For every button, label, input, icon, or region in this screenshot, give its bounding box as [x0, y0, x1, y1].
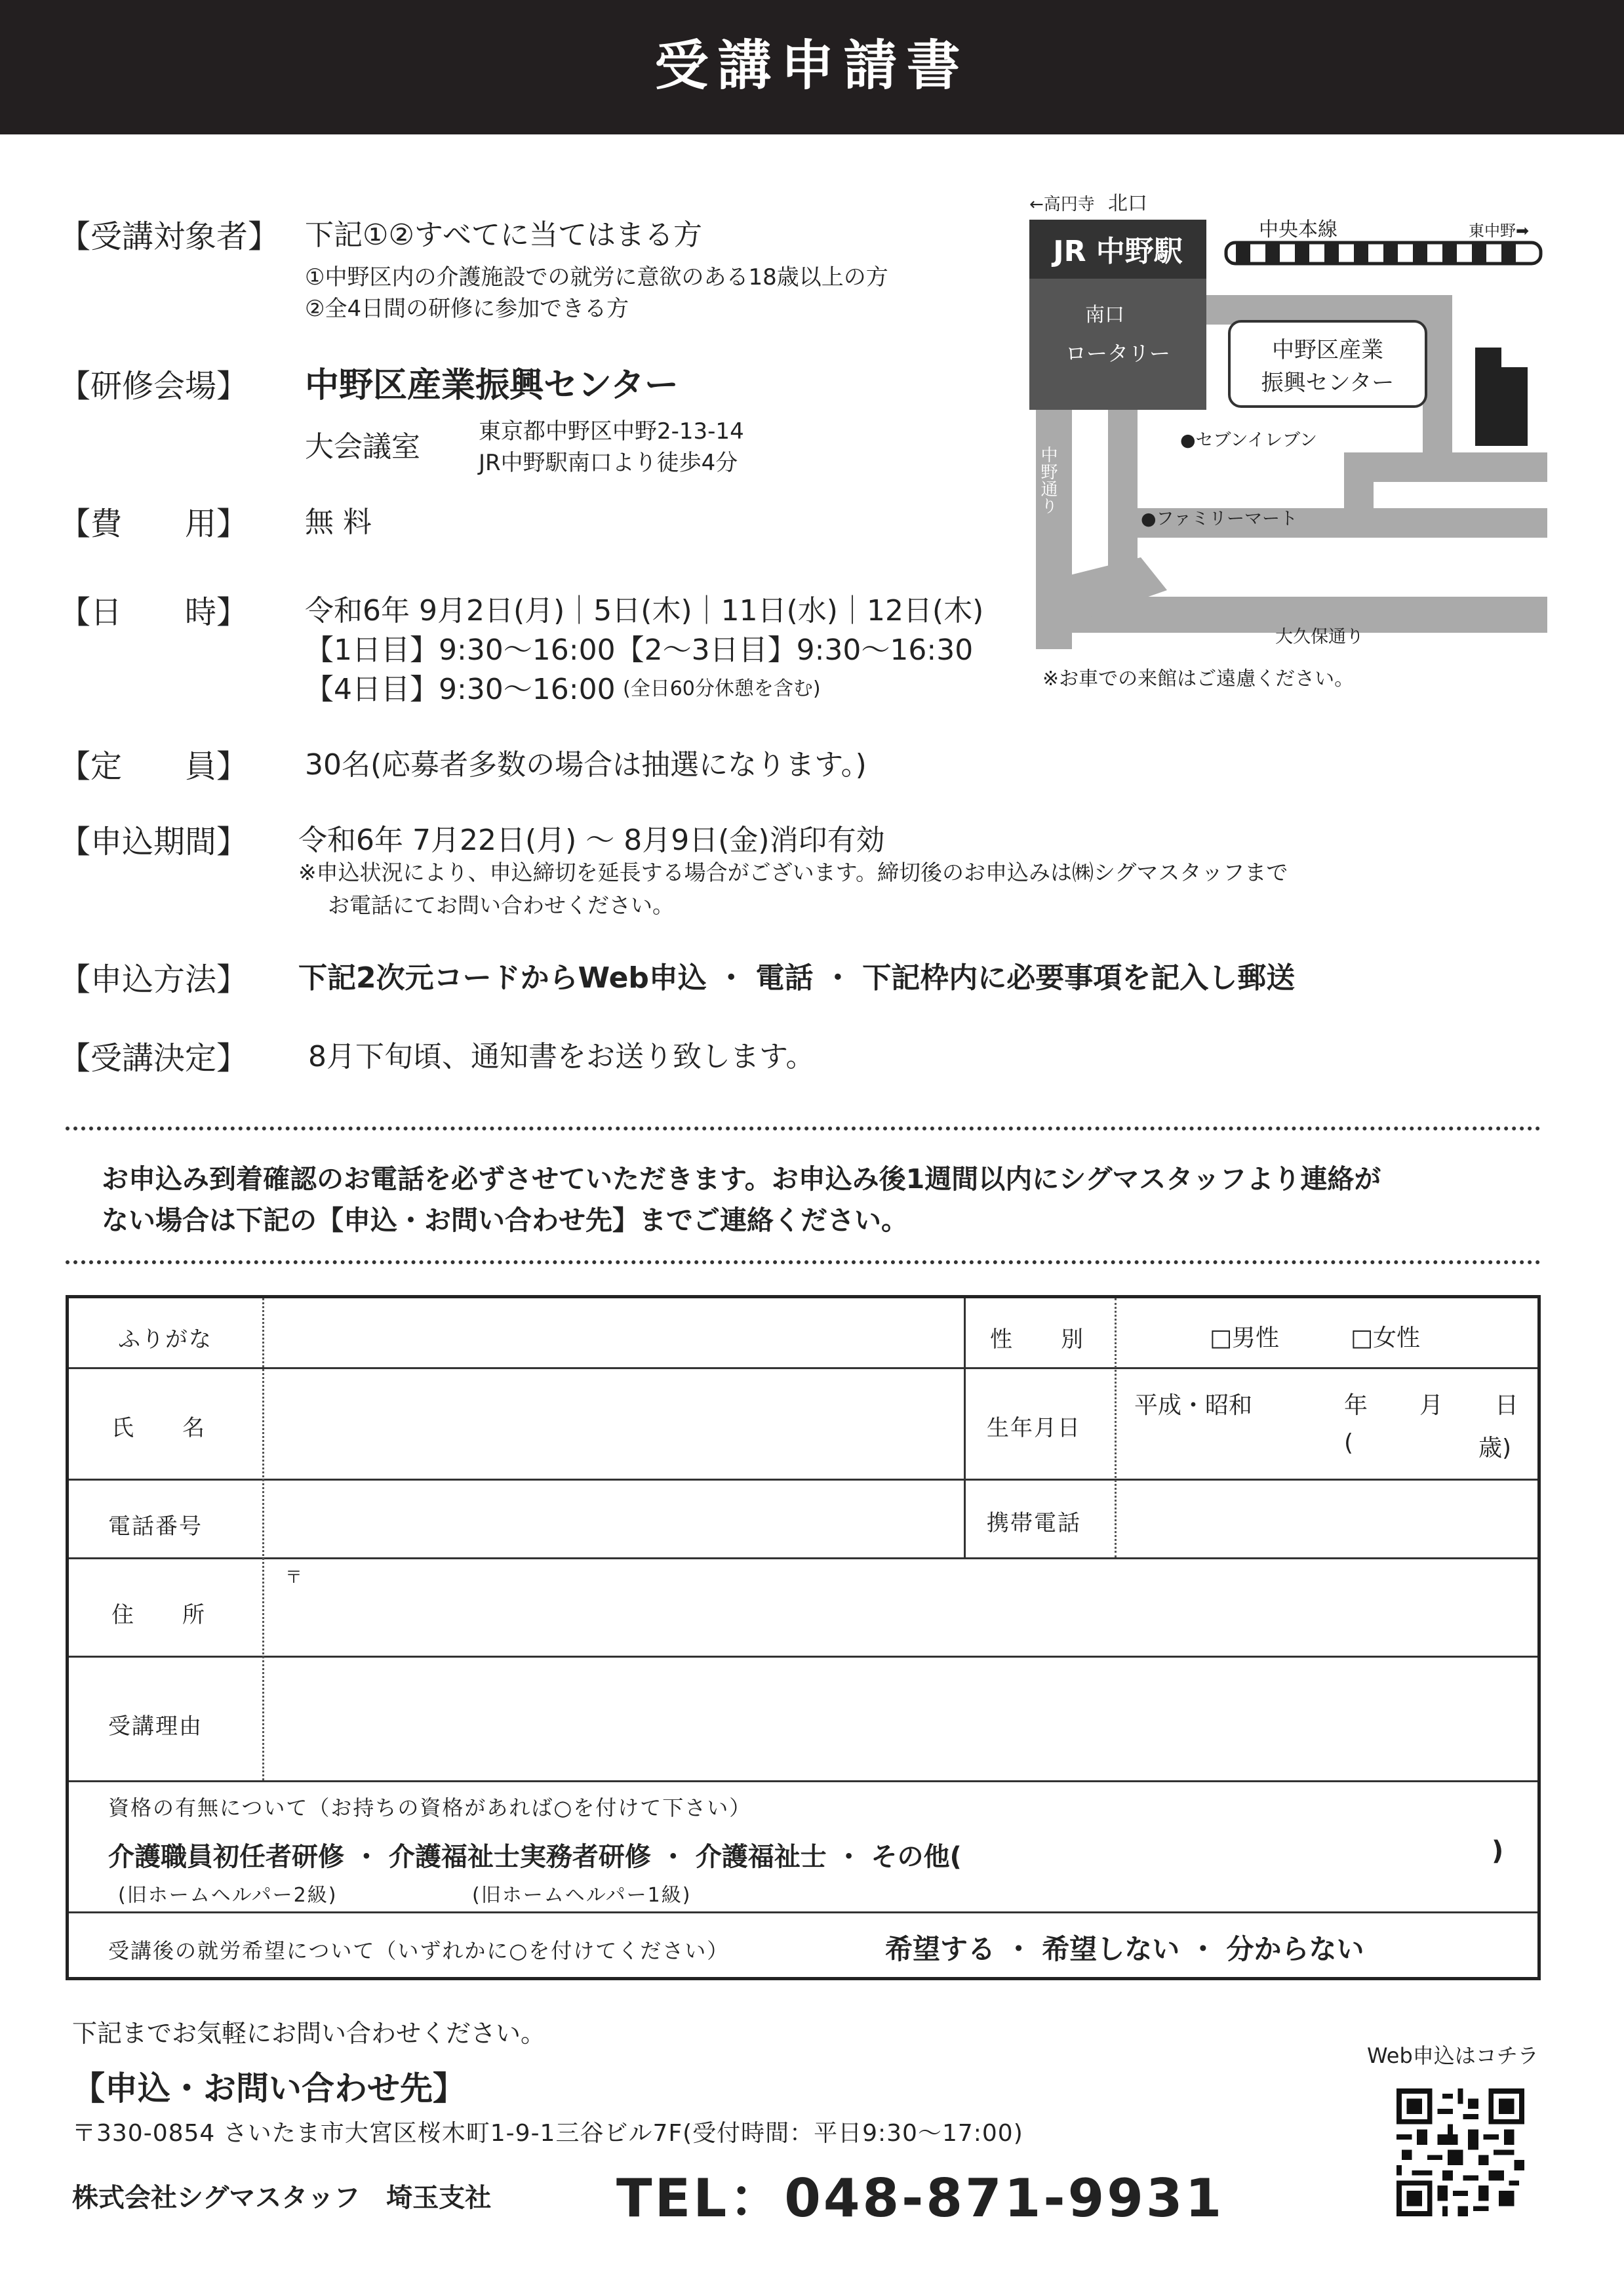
- birth-day-unit: 日: [1495, 1392, 1519, 1419]
- datetime-line-3: 【4日目】9:30～16:00: [305, 673, 616, 706]
- venue-address: 東京都中野区中野2-13-14: [479, 418, 744, 445]
- datetime-line-1: 令和6年 9月2日(月)｜5日(木)｜11日(水)｜12日(木): [305, 594, 984, 628]
- datetime-note: (全日60分休憩を含む): [623, 677, 821, 700]
- south-exit-label: 南口: [1085, 304, 1124, 327]
- contact-title: 【申込・お問い合わせ先】: [72, 2069, 465, 2107]
- contact-address: 〒330-0854 さいたま市大宮区桜木町1-9-1三谷ビル7F(受付時間：平日9:30～17:00): [72, 2120, 1023, 2147]
- qualification-close: ): [1492, 1836, 1504, 1866]
- chuo-line-label: 中央本線: [1259, 218, 1337, 241]
- datetime-line-2: 【1日目】9:30～16:00【2～3日目】9:30～16:30: [305, 633, 974, 667]
- company-name: 株式会社シグマスタッフ 埼玉支社: [72, 2183, 492, 2213]
- divider-bottom: [66, 1260, 1541, 1264]
- birth-month-unit: 月: [1419, 1392, 1444, 1419]
- target-label: 【受講対象者】: [59, 218, 280, 255]
- notice-line-1: お申込み到着確認のお電話を必ずさせていただきます。お申込み後1週間以内にシグマスタッフより連絡が: [102, 1163, 1381, 1195]
- center-label-2: 振興センター: [1261, 370, 1395, 396]
- access-map: [1023, 190, 1547, 688]
- capacity-value: 30名(応募者多数の場合は抽選になります。): [305, 748, 867, 782]
- furigana-label: ふりがな: [118, 1327, 212, 1353]
- gender-label: 性 別: [990, 1327, 1084, 1353]
- job-preference-title: 受講後の就労希望について（いずれかに○を付けてください）: [108, 1938, 730, 1963]
- okubo-dori-label: 大久保通り: [1275, 627, 1364, 647]
- period-label: 【申込期間】: [59, 824, 248, 860]
- phone-label: 電話番号: [108, 1513, 203, 1540]
- web-apply-label: Web申込はコチラ: [1367, 2043, 1539, 2068]
- notice-line-2: ない場合は下記の【申込・お問い合わせ先】までご連絡ください。: [102, 1205, 908, 1236]
- name-field[interactable]: [269, 1377, 957, 1472]
- capacity-label: 【定 員】: [59, 748, 248, 785]
- period-note-1: ※申込状況により、申込締切を延長する場合がございます。締切後のお申込みは㈱シグマスタッフまで: [298, 860, 1288, 885]
- age-close: 歳): [1478, 1435, 1512, 1462]
- qualification-title: 資格の有無について（お持ちの資格があれば○を付けて下さい）: [108, 1795, 752, 1820]
- higashinakano-label: 東中野➡: [1469, 222, 1530, 240]
- family-mart-label: ●ファミリーマート: [1141, 509, 1298, 529]
- nakano-dori-label: 中野通り: [1038, 446, 1058, 514]
- tel-number[interactable]: TEL：048-871-9931: [616, 2168, 1225, 2229]
- postal-mark: 〒: [285, 1568, 303, 1587]
- furigana-field[interactable]: [269, 1308, 957, 1361]
- koenji-label: ←高円寺: [1029, 195, 1095, 214]
- station-label: JR 中野駅: [1053, 235, 1183, 268]
- reason-field[interactable]: [269, 1662, 1528, 1774]
- map-note: ※お車での来館はご遠慮ください。: [1042, 668, 1355, 688]
- center-label-1: 中野区産業: [1272, 337, 1383, 363]
- rotary-label: ロータリー: [1065, 341, 1171, 366]
- seven-eleven-label: ●セブンイレブン: [1180, 430, 1318, 450]
- qr-code[interactable]: [1396, 2088, 1524, 2216]
- reason-label: 受講理由: [108, 1713, 203, 1740]
- target-main: 下記①②すべてに当てはまる方: [305, 218, 703, 252]
- birth-era[interactable]: 平成・昭和: [1134, 1392, 1253, 1419]
- decision-value: 8月下旬頃、通知書をお送り致します。: [308, 1040, 815, 1073]
- north-exit-label: 北口: [1108, 192, 1147, 215]
- mobile-field[interactable]: [1121, 1485, 1528, 1551]
- venue-label: 【研修会場】: [59, 368, 248, 405]
- target-item-1: ①中野区内の介護施設での就労に意欲のある18歳以上の方: [305, 264, 888, 290]
- center-building: [1475, 348, 1528, 446]
- job-preference-options[interactable]: 希望する ・ 希望しない ・ 分からない: [885, 1933, 1364, 1965]
- datetime-label: 【日 時】: [59, 594, 248, 631]
- address-label: 住 所: [111, 1602, 206, 1628]
- period-note-2: お電話にてお問い合わせください。: [328, 892, 674, 918]
- birth-label: 生年月日: [987, 1415, 1081, 1441]
- contact-invite: 下記までお気軽にお問い合わせください。: [72, 2019, 546, 2048]
- gender-male-checkbox[interactable]: □男性: [1210, 1325, 1280, 1351]
- target-item-2: ②全4日間の研修に参加できる方: [305, 296, 629, 322]
- age-open: (: [1344, 1429, 1354, 1456]
- fee-value: 無 料: [305, 506, 372, 539]
- qualification-note-2: (旧ホームヘルパー1級): [472, 1884, 692, 1907]
- application-form: [66, 1295, 1541, 1980]
- mobile-label: 携帯電話: [987, 1510, 1081, 1536]
- method-label: 【申込方法】: [59, 961, 248, 998]
- venue-name: 中野区産業振興センター: [305, 366, 679, 405]
- decision-label: 【受講決定】: [59, 1040, 248, 1077]
- phone-field[interactable]: [269, 1485, 957, 1551]
- period-value: 令和6年 7月22日(月) ～ 8月9日(金)消印有効: [298, 824, 885, 857]
- qualification-note-1: (旧ホームヘルパー2級): [118, 1884, 338, 1907]
- address-field[interactable]: [269, 1564, 1528, 1649]
- divider-top: [66, 1127, 1541, 1130]
- venue-access: JR中野駅南口より徒歩4分: [479, 450, 738, 476]
- venue-room: 大会議室: [305, 430, 420, 464]
- qualification-options[interactable]: 介護職員初任者研修 ・ 介護福祉士実務者研修 ・ 介護福祉士 ・ その他(: [108, 1842, 962, 1872]
- gender-female-checkbox[interactable]: □女性: [1351, 1325, 1421, 1351]
- birth-year-unit: 年: [1344, 1392, 1368, 1419]
- page-title: 受講申請書: [654, 35, 970, 97]
- method-value: 下記2次元コードからWeb申込 ・ 電話 ・ 下記枠内に必要事項を記入し郵送: [298, 961, 1296, 995]
- name-label: 氏 名: [111, 1415, 206, 1441]
- fee-label: 【費 用】: [59, 506, 248, 542]
